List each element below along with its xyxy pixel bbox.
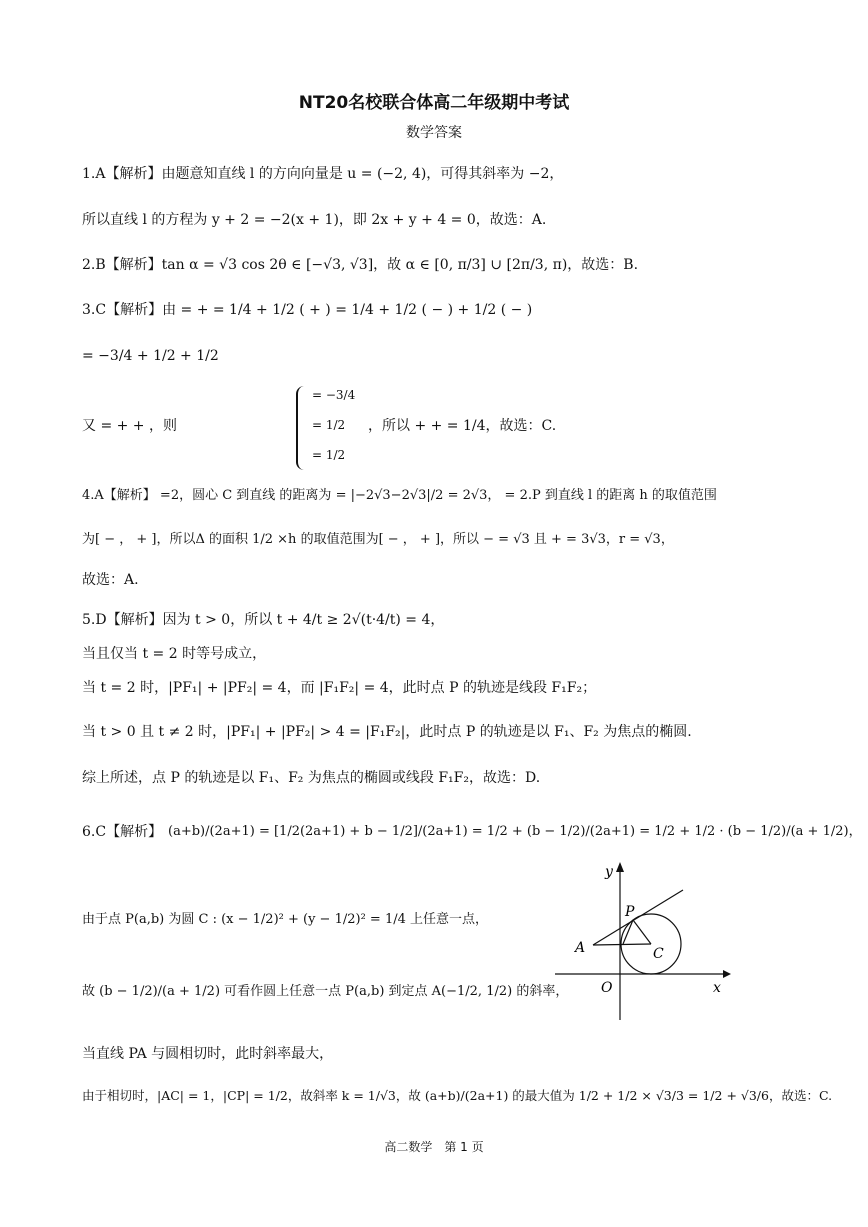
q3-system-row2: = 1/2 [312, 418, 346, 432]
q5-line5: 综上所述，点 P 的轨迹是以 F₁、F₂ 为焦点的椭圆或线段 F₁F₂，故选：D. [82, 770, 541, 786]
q6-lead: 6.C【解析】 [82, 824, 163, 840]
page-title: NT20名校联合体高二年级期中考试 [298, 93, 570, 113]
label-a: A [575, 940, 586, 956]
q1-line1: 1.A【解析】由题意知直线 l 的方向向量是 u = (−2, 4)，可得其斜率为 −2， [82, 166, 564, 182]
line-pc [633, 920, 651, 944]
q6-line3: 故 (b − 1/2)/(a + 1/2) 可看作圆上任意一点 P(a,b) 到定点 A(−1/2, 1/2) 的斜率， [82, 984, 569, 999]
x-axis-arrow [723, 970, 731, 978]
line-ac [593, 944, 651, 945]
q5-line2: 当且仅当 t = 2 时等号成立， [82, 646, 267, 662]
q5-line3: 当 t = 2 时，|PF₁| + |PF₂| = 4，而 |F₁F₂| = 4，此时点 P 的轨迹是线段 F₁F₂； [82, 680, 597, 696]
q5-line1: 5.D【解析】因为 t > 0，所以 t + 4/t ≥ 2√(t·4/t) = 4， [82, 612, 445, 628]
q3-line3b: ，所以 + + = 1/4，故选：C. [368, 418, 557, 434]
q3-system-row1: = −3/4 [312, 388, 356, 402]
tangent-line [593, 890, 683, 945]
label-x: x [713, 980, 721, 996]
q3-line3: 又 = + + ，则 [82, 418, 177, 434]
label-c: C [653, 946, 664, 962]
q3-system-row3: = 1/2 [312, 448, 346, 462]
q4-line1: 4.A【解析】 =2，圆心 C 到直线 的距离为 = |−2√3−2√3|/2 = 2√3， = 2.P 到直线 l 的距离 h 的取值范围 [82, 488, 717, 503]
q6-equation: (a+b)/(2a+1) = [1/2(2a+1) + b − 1/2]/(2a+1) = 1/2 + (b − 1/2)/(2a+1) = 1/2 + 1/2 · (b − 1/2)/(a + 1/2)， [168, 824, 862, 839]
q6-line5: 由于相切时，|AC| = 1，|CP| = 1/2，故斜率 k = 1/√3，故 (a+b)/(2a+1) 的最大值为 1/2 + 1/2 × √3/3 = 1/2 + √3/6，故选：C. [82, 1088, 833, 1103]
label-p: P [625, 904, 635, 920]
page-subtitle: 数学答案 [406, 125, 462, 141]
q1-line2: 所以直线 l 的方程为 y + 2 = −2(x + 1)，即 2x + y + 4 = 0，故选：A. [82, 212, 547, 228]
q6-line4: 当直线 PA 与圆相切时，此时斜率最大， [82, 1046, 334, 1062]
page-footer: 高二数学 第 1 页 [384, 1140, 484, 1154]
q4-line2: 为[ − ， + ]，所以Δ 的面积 1/2 ×h 的取值范围为[ − ， + ]，所以 − = √3 且 + = 3√3，r = √3， [82, 532, 674, 547]
q6-line2: 由于点 P(a,b) 为圆 C : (x − 1/2)² + (y − 1/2)² = 1/4 上任意一点， [82, 912, 488, 927]
label-o: O [601, 980, 613, 996]
y-axis-arrow [616, 862, 624, 872]
q5-line4: 当 t > 0 且 t ≠ 2 时，|PF₁| + |PF₂| > 4 = |F₁F₂|，此时点 P 的轨迹是以 F₁、F₂ 为焦点的椭圆. [82, 724, 692, 740]
q2-line1: 2.B【解析】tan α = √3 cos 2θ ∈ [−√3, √3]，故 α ∈ [0, π/3] ∪ [2π/3, π)，故选：B. [82, 257, 639, 273]
q3-line2: = −3/4 + 1/2 + 1/2 [82, 348, 219, 364]
geometry-figure [555, 860, 735, 1030]
label-y: y [605, 864, 613, 880]
q3-line1: 3.C【解析】由 = + = 1/4 + 1/2 ( + ) = 1/4 + 1/2 ( − ) + 1/2 ( − ) [82, 302, 533, 318]
q4-line3: 故选：A. [82, 572, 139, 588]
